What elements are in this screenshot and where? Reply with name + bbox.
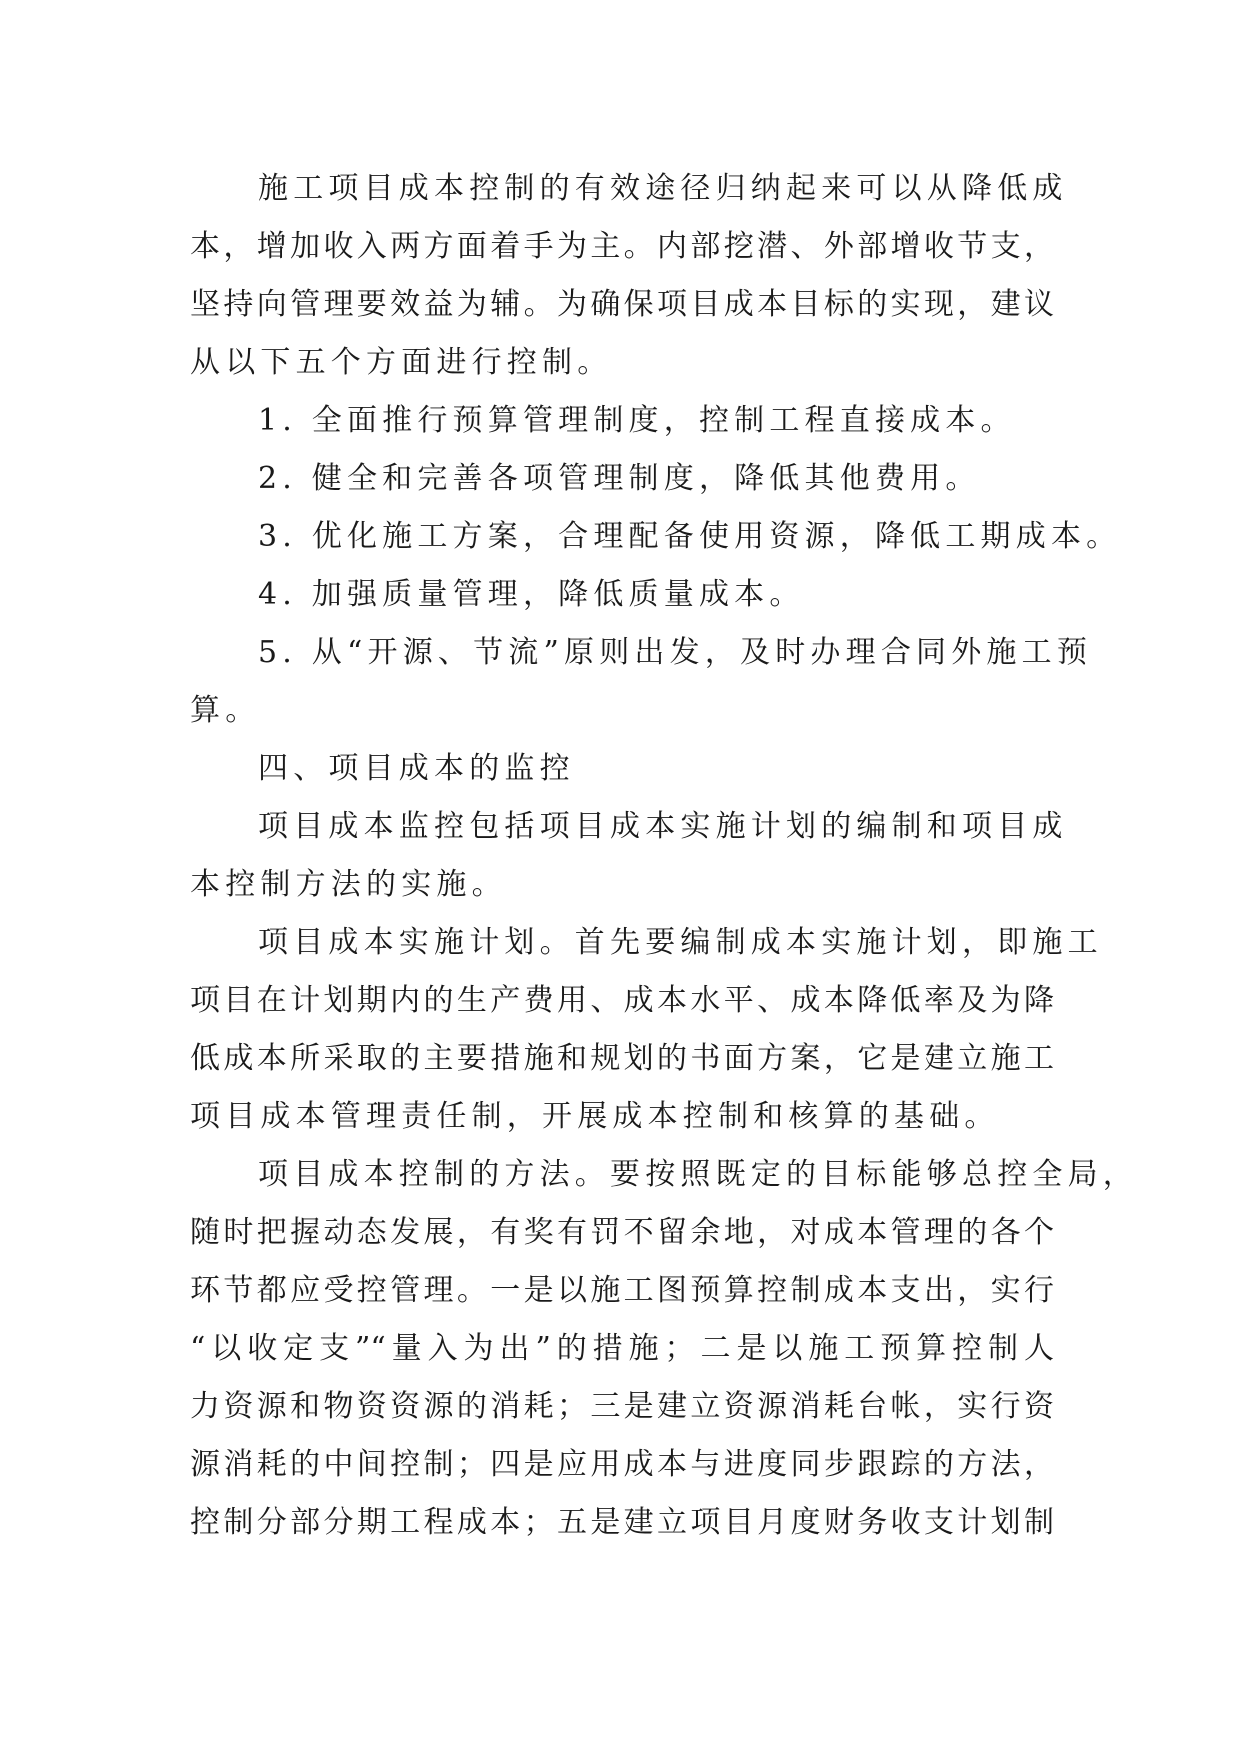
paragraph-line: 随时把握动态发展，有奖有罚不留余地，对成本管理的各个 <box>190 1215 1054 1250</box>
paragraph-line: 项目成本管理责任制，开展成本控制和核算的基础。 <box>190 1099 1000 1134</box>
paragraph-line: 本，增加收入两方面着手为主。内部挖潜、外部增收节支， <box>190 229 1054 264</box>
paragraph-line: 力资源和物资资源的消耗；三是建立资源消耗台帐，实行资 <box>190 1389 1054 1424</box>
list-item-2: 2. 健全和完善各项管理制度，降低其他费用。 <box>258 461 981 496</box>
paragraph-line: 项目成本控制的方法。要按照既定的目标能够总控全局， <box>258 1157 1138 1192</box>
section-heading: 四、项目成本的监控 <box>258 751 575 786</box>
paragraph-line: “以收定支”“量入为出”的措施；二是以施工预算控制人 <box>190 1331 1054 1366</box>
paragraph-line: 项目成本实施计划。首先要编制成本实施计划，即施工 <box>258 925 1103 960</box>
paragraph-line: 源消耗的中间控制；四是应用成本与进度同步跟踪的方法， <box>190 1447 1054 1482</box>
body-text <box>190 160 1138 1552</box>
paragraph-line: 本控制方法的实施。 <box>190 867 507 902</box>
list-item-5: 5. 从“开源、节流”原则出发，及时办理合同外施工预 <box>258 635 1093 670</box>
paragraph-line: 环节都应受控管理。一是以施工图预算控制成本支出，实行 <box>190 1273 1054 1308</box>
paragraph-line: 项目成本监控包括项目成本实施计划的编制和项目成 <box>258 809 1068 844</box>
list-item-4: 4. 加强质量管理，降低质量成本。 <box>258 577 805 612</box>
paragraph-line: 施工项目成本控制的有效途径归纳起来可以从降低成 <box>258 171 1068 206</box>
paragraph-line: 低成本所采取的主要措施和规划的书面方案，它是建立施工 <box>190 1041 1054 1076</box>
paragraph-line: 项目在计划期内的生产费用、成本水平、成本降低率及为降 <box>190 983 1054 1018</box>
list-item-1: 1. 全面推行预算管理制度，控制工程直接成本。 <box>258 403 1016 438</box>
paragraph-line: 从以下五个方面进行控制。 <box>190 345 613 380</box>
list-item-3: 3. 优化施工方案，合理配备使用资源，降低工期成本。 <box>258 519 1122 554</box>
paragraph-line: 控制分部分期工程成本；五是建立项目月度财务收支计划制 <box>190 1505 1054 1540</box>
paragraph-line: 算。 <box>190 693 261 728</box>
paragraph-line: 坚持向管理要效益为辅。为确保项目成本目标的实现，建议 <box>190 287 1054 322</box>
